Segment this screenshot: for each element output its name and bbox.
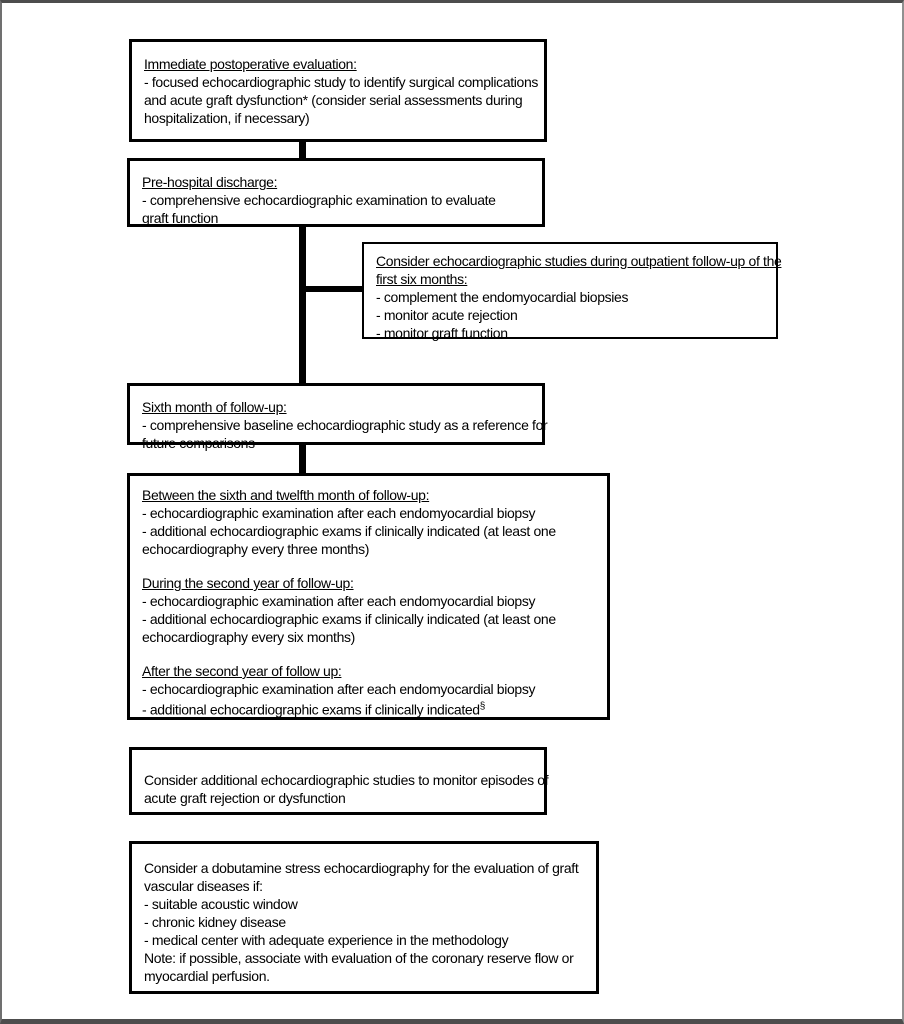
box-sixth-month-followup bbox=[127, 383, 548, 451]
box-heading: During the second year of follow-up: bbox=[142, 575, 354, 591]
text-line: - echocardiographic examination after each endomyocardial biopsy bbox=[142, 681, 536, 697]
connector-sixthmonth-to-schedule bbox=[299, 444, 306, 474]
text-line: - medical center with adequate experience in the methodology bbox=[144, 932, 509, 948]
box-heading: Between the sixth and twelfth month of follow-up: bbox=[142, 487, 430, 503]
text-line: acute graft rejection or dysfunction bbox=[144, 790, 346, 806]
text-line: - additional echocardiographic exams if clinically indicated (at least one bbox=[142, 611, 556, 627]
text-line: echocardiography every three months) bbox=[142, 541, 370, 557]
text-line: graft function bbox=[142, 210, 219, 226]
text-line: future comparisons bbox=[142, 435, 255, 451]
section-symbol: § bbox=[479, 701, 486, 712]
box-heading: Consider echocardiographic studies during outpatient follow-up of the bbox=[376, 253, 782, 269]
text-line: - comprehensive baseline echocardiographic study as a reference for bbox=[142, 417, 548, 433]
text-line: hospitalization, if necessary) bbox=[144, 110, 310, 126]
text-line: myocardial perfusion. bbox=[144, 968, 270, 984]
connector-branch-to-outpatient bbox=[304, 286, 363, 292]
text-line: Note: if possible, associate with evaluation of the coronary reserve flow or bbox=[144, 950, 574, 966]
text-line: - focused echocardiographic study to identify surgical complications bbox=[144, 74, 539, 90]
schedule-section-second-year bbox=[142, 574, 595, 646]
text-line: Consider a dobutamine stress echocardiography for the evaluation of graft bbox=[144, 860, 579, 876]
text-line: - complement the endomyocardial biopsies bbox=[376, 289, 629, 305]
text-line: - comprehensive echocardiographic examination to evaluate bbox=[142, 192, 496, 208]
text-line: - suitable acoustic window bbox=[144, 896, 298, 912]
schedule-section-after-second-year bbox=[142, 662, 595, 719]
text-line: vascular diseases if: bbox=[144, 878, 263, 894]
box-followup-schedule bbox=[127, 473, 610, 720]
box-rejection-monitoring bbox=[129, 747, 547, 815]
box-pre-hospital-discharge bbox=[127, 158, 545, 227]
box-heading: Immediate postoperative evaluation: bbox=[144, 56, 357, 72]
text-line: - monitor graft function bbox=[376, 325, 508, 341]
box-immediate-postoperative-evaluation bbox=[129, 39, 547, 142]
box-outpatient-followup-first-six-months bbox=[362, 242, 782, 341]
text-line bbox=[142, 698, 595, 719]
box-dobutamine-stress-echo bbox=[129, 841, 599, 994]
text-line: echocardiography every six months) bbox=[142, 629, 355, 645]
text-line: - echocardiographic examination after each endomyocardial biopsy bbox=[142, 505, 536, 521]
text-line: - chronic kidney disease bbox=[144, 914, 286, 930]
connector-immediate-to-predischarge bbox=[299, 141, 306, 159]
box-heading: first six months: bbox=[376, 271, 468, 287]
text-line: - additional echocardiographic exams if clinically indicated (at least one bbox=[142, 523, 556, 539]
text-segment: - additional echocardiographic exams if clinically indicated bbox=[142, 701, 480, 718]
text-line: - monitor acute rejection bbox=[376, 307, 518, 323]
text-line: and acute graft dysfunction* (consider serial assessments during bbox=[144, 92, 523, 108]
text-line: Consider additional echocardiographic studies to monitor episodes of bbox=[144, 772, 549, 788]
schedule-section-6-12-months bbox=[142, 486, 595, 558]
connector-predischarge-to-sixthmonth bbox=[299, 225, 306, 384]
box-heading: Sixth month of follow-up: bbox=[142, 399, 287, 415]
box-heading: After the second year of follow up: bbox=[142, 663, 342, 679]
box-heading: Pre-hospital discharge: bbox=[142, 174, 278, 190]
text-line: - echocardiographic examination after each endomyocardial biopsy bbox=[142, 593, 536, 609]
